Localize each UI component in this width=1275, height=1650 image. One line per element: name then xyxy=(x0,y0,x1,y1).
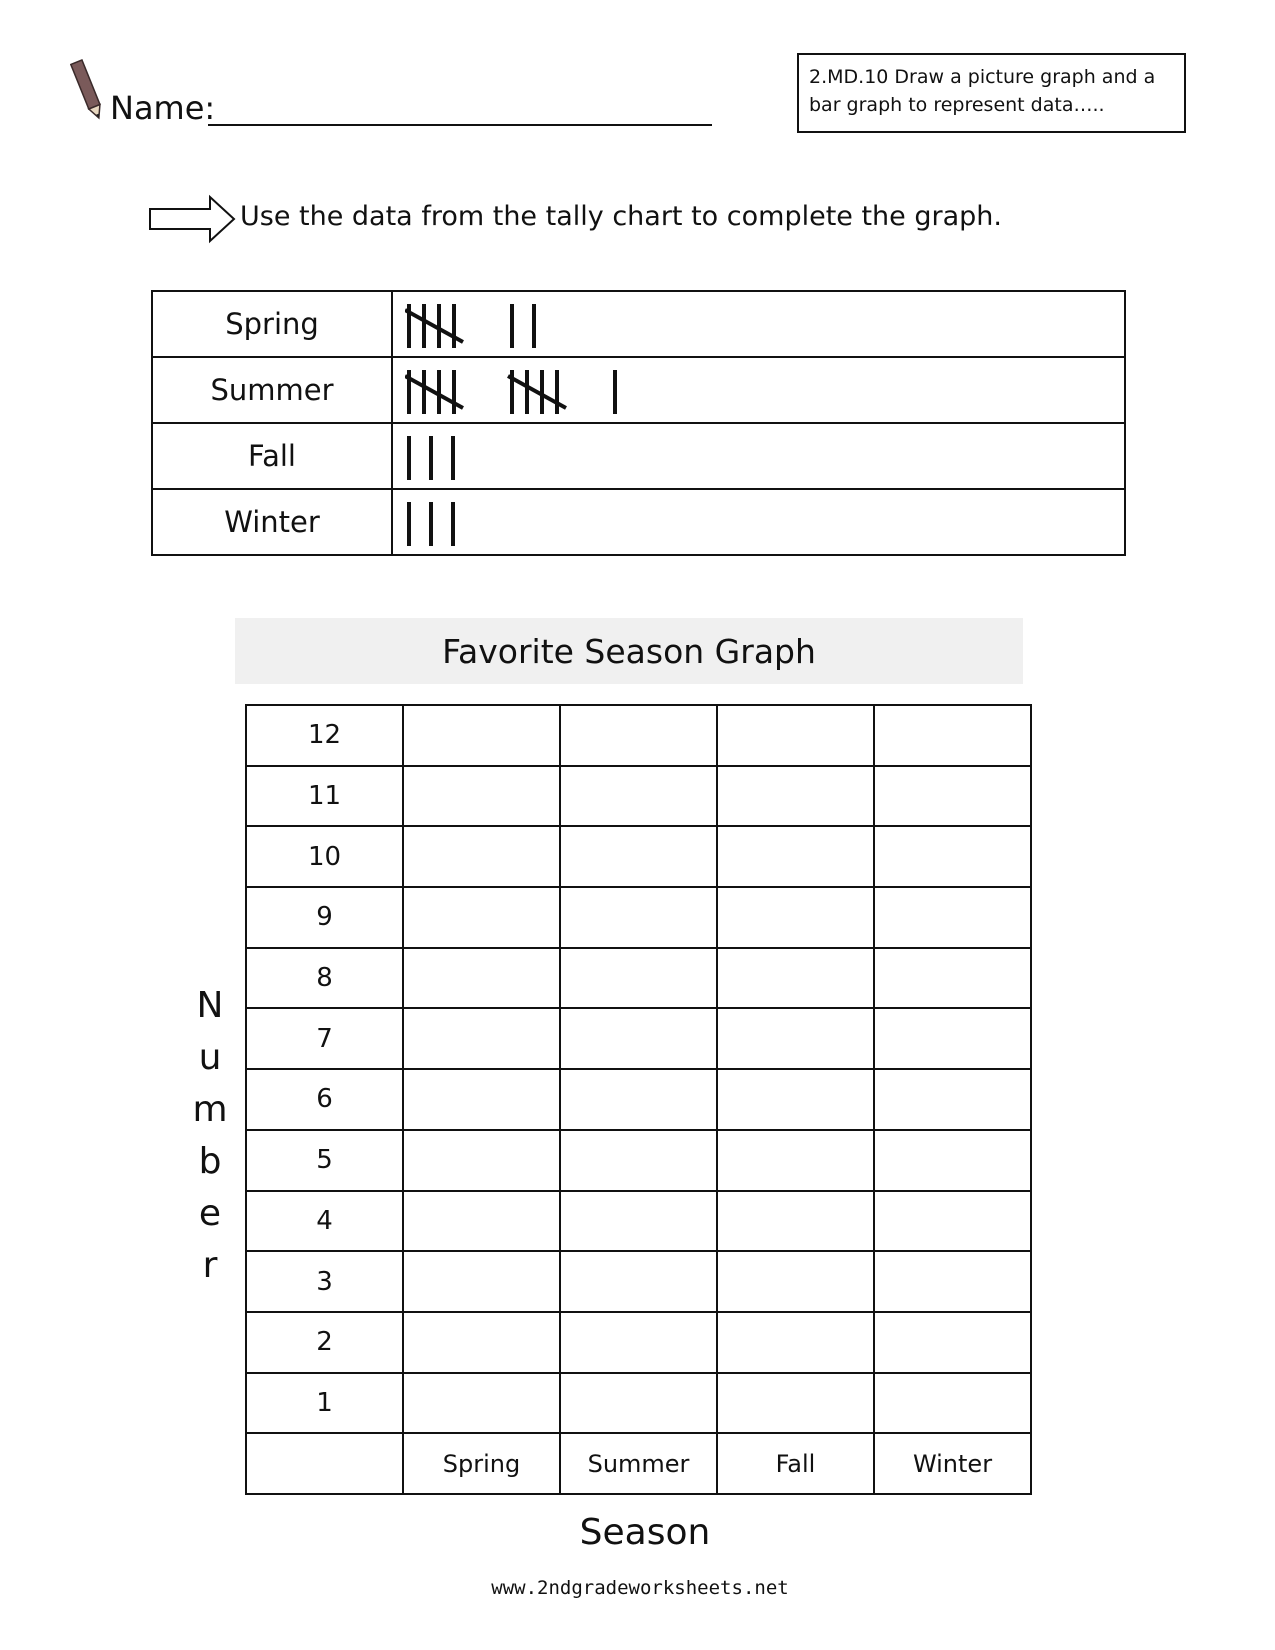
tally-row xyxy=(152,291,1125,357)
y-tick-label: 6 xyxy=(246,1069,403,1130)
y-axis-label-letter: N xyxy=(196,985,224,1026)
graph-cell[interactable] xyxy=(560,1008,717,1069)
y-tick-label: 11 xyxy=(246,766,403,827)
graph-cell[interactable] xyxy=(874,887,1031,948)
tally-season-label: Winter xyxy=(152,489,392,555)
y-tick-label: 10 xyxy=(246,826,403,887)
graph-cell[interactable] xyxy=(717,887,874,948)
tally-row xyxy=(152,423,1125,489)
tally-chart xyxy=(151,290,1126,556)
graph-cell[interactable] xyxy=(403,1373,560,1434)
graph-cell[interactable] xyxy=(560,826,717,887)
graph-row xyxy=(246,1191,1031,1252)
graph-cell[interactable] xyxy=(874,826,1031,887)
y-axis-label-letter: u xyxy=(198,1037,222,1078)
graph-row xyxy=(246,1130,1031,1191)
y-axis-label-letter: m xyxy=(192,1089,228,1130)
graph-cell[interactable] xyxy=(403,1191,560,1252)
graph-cell[interactable] xyxy=(874,766,1031,827)
graph-row xyxy=(246,887,1031,948)
tally-marks xyxy=(405,432,805,484)
tally-season-label: Fall xyxy=(152,423,392,489)
graph-row xyxy=(246,948,1031,1009)
bar-graph-grid xyxy=(245,704,1032,1495)
graph-cell[interactable] xyxy=(874,1251,1031,1312)
graph-title: Favorite Season Graph xyxy=(235,618,1023,684)
graph-cell[interactable] xyxy=(560,1130,717,1191)
graph-cell[interactable] xyxy=(560,705,717,766)
x-tick-label: Winter xyxy=(874,1433,1031,1494)
tally-row xyxy=(152,357,1125,423)
graph-cell[interactable] xyxy=(717,1130,874,1191)
graph-cell[interactable] xyxy=(717,766,874,827)
graph-cell[interactable] xyxy=(717,1008,874,1069)
x-tick-label: Spring xyxy=(403,1433,560,1494)
y-axis-label-letter: b xyxy=(198,1141,222,1182)
tally-marks-cell xyxy=(392,423,1125,489)
name-label: Name: xyxy=(110,89,216,127)
y-tick-label: 9 xyxy=(246,887,403,948)
graph-cell[interactable] xyxy=(717,1251,874,1312)
graph-cell[interactable] xyxy=(403,1130,560,1191)
tally-marks-cell xyxy=(392,291,1125,357)
y-axis-label xyxy=(190,980,230,1292)
graph-cell[interactable] xyxy=(403,1069,560,1130)
instruction-text: Use the data from the tally chart to complete the graph. xyxy=(240,201,1002,232)
graph-cell[interactable] xyxy=(717,1191,874,1252)
graph-cell[interactable] xyxy=(403,1251,560,1312)
y-tick-label: 4 xyxy=(246,1191,403,1252)
graph-row xyxy=(246,766,1031,827)
graph-row xyxy=(246,1008,1031,1069)
graph-cell[interactable] xyxy=(874,1069,1031,1130)
y-tick-label: 5 xyxy=(246,1130,403,1191)
graph-cell[interactable] xyxy=(560,1069,717,1130)
y-axis-label-letter: r xyxy=(202,1245,218,1286)
tally-row xyxy=(152,489,1125,555)
x-axis-label: Season xyxy=(579,1512,711,1553)
tally-marks xyxy=(405,498,805,550)
tally-marks xyxy=(405,366,805,418)
graph-cell[interactable] xyxy=(403,1312,560,1373)
graph-cell[interactable] xyxy=(403,1008,560,1069)
tally-marks-cell xyxy=(392,489,1125,555)
graph-cell[interactable] xyxy=(560,1373,717,1434)
graph-cell[interactable] xyxy=(403,887,560,948)
tally-marks-cell xyxy=(392,357,1125,423)
graph-cell[interactable] xyxy=(403,826,560,887)
tally-season-label: Spring xyxy=(152,291,392,357)
graph-cell[interactable] xyxy=(560,948,717,1009)
tally-season-label: Summer xyxy=(152,357,392,423)
graph-cell[interactable] xyxy=(874,1191,1031,1252)
graph-cell[interactable] xyxy=(403,766,560,827)
y-tick-label: 2 xyxy=(246,1312,403,1373)
corner-cell xyxy=(246,1433,403,1494)
footer-url: www.2ndgradeworksheets.net xyxy=(491,1577,789,1599)
graph-cell[interactable] xyxy=(717,948,874,1009)
tally-marks xyxy=(405,300,805,352)
graph-cell[interactable] xyxy=(403,948,560,1009)
y-tick-label: 12 xyxy=(246,705,403,766)
graph-cell[interactable] xyxy=(874,1130,1031,1191)
graph-cell[interactable] xyxy=(560,1251,717,1312)
graph-row xyxy=(246,1312,1031,1373)
graph-cell[interactable] xyxy=(717,1069,874,1130)
graph-cell[interactable] xyxy=(403,705,560,766)
y-tick-label: 3 xyxy=(246,1251,403,1312)
arrow-right-icon xyxy=(148,194,236,244)
graph-row xyxy=(246,1251,1031,1312)
graph-cell[interactable] xyxy=(717,826,874,887)
y-tick-label: 7 xyxy=(246,1008,403,1069)
graph-cell[interactable] xyxy=(874,1373,1031,1434)
graph-cell[interactable] xyxy=(874,705,1031,766)
graph-row xyxy=(246,1373,1031,1434)
graph-cell[interactable] xyxy=(874,1008,1031,1069)
y-tick-label: 8 xyxy=(246,948,403,1009)
name-line[interactable] xyxy=(208,124,712,126)
graph-cell[interactable] xyxy=(717,1312,874,1373)
x-tick-label: Summer xyxy=(560,1433,717,1494)
category-row xyxy=(246,1433,1031,1494)
graph-row xyxy=(246,826,1031,887)
graph-cell[interactable] xyxy=(874,1312,1031,1373)
x-tick-label: Fall xyxy=(717,1433,874,1494)
graph-row xyxy=(246,1069,1031,1130)
graph-cell[interactable] xyxy=(560,1191,717,1252)
y-tick-label: 1 xyxy=(246,1373,403,1434)
graph-cell[interactable] xyxy=(560,1312,717,1373)
y-axis-label-letter: e xyxy=(198,1193,222,1234)
graph-row xyxy=(246,705,1031,766)
pencil-icon xyxy=(70,58,106,124)
graph-cell[interactable] xyxy=(717,705,874,766)
graph-cell[interactable] xyxy=(717,1373,874,1434)
graph-cell[interactable] xyxy=(874,948,1031,1009)
graph-cell[interactable] xyxy=(560,766,717,827)
graph-cell[interactable] xyxy=(560,887,717,948)
standard-box: 2.MD.10 Draw a picture graph and a bar graph to represent data….. xyxy=(797,53,1186,133)
